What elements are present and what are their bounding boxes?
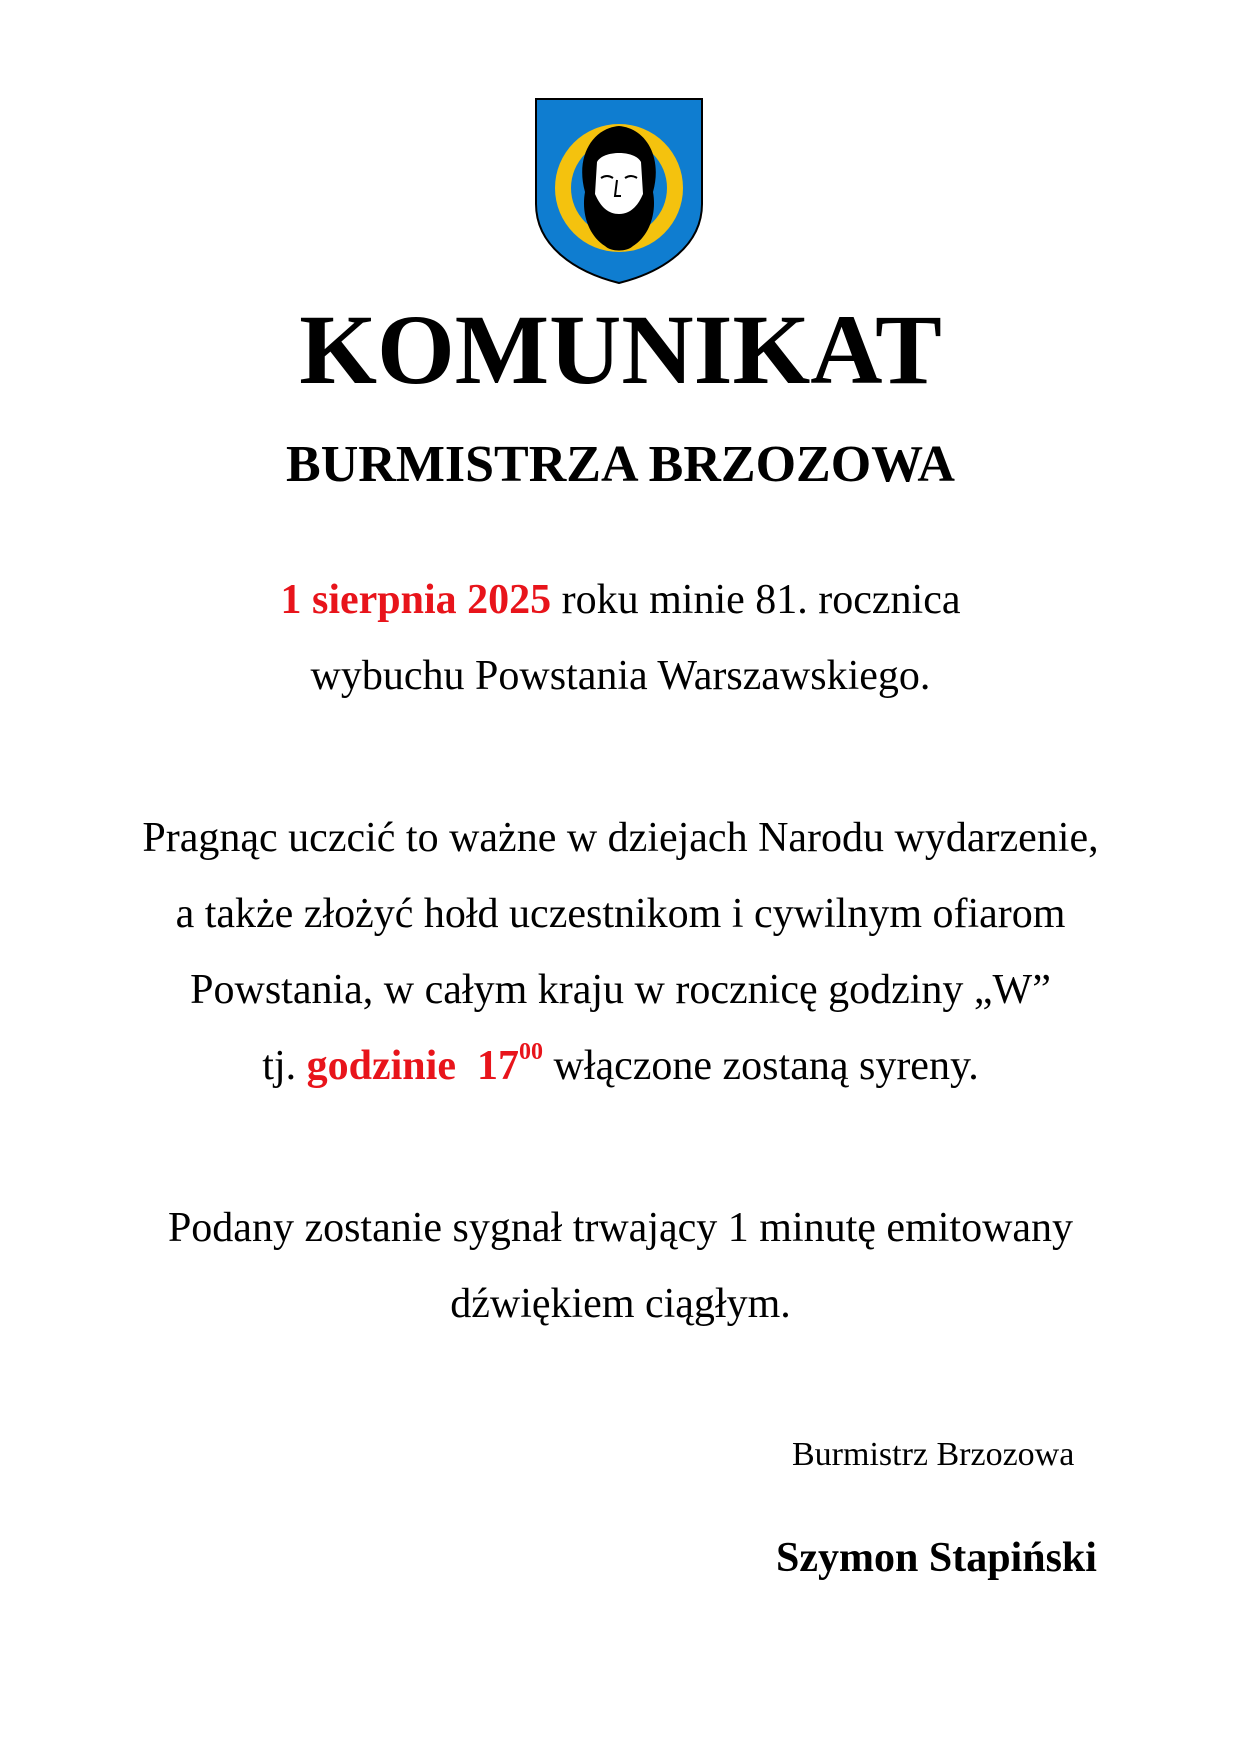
signature-role: Burmistrz Brzozowa [792, 1436, 1075, 1473]
time-highlight-text: godzinie 17 [306, 1043, 519, 1089]
paragraph-2-line-4-text: włączone zostaną syreny. [542, 1043, 979, 1089]
signature-name: Szymon Stapiński [776, 1535, 1097, 1581]
paragraph-1-line-2: wybuchu Powstania Warszawskiego. [310, 653, 931, 699]
paragraph-2-line-4 [0, 1040, 1241, 1098]
date-highlight: 1 sierpnia 2025 [280, 577, 552, 623]
page-title: KOMUNIKAT [299, 294, 942, 405]
paragraph-2-line-3: Powstania, w całym kraju w rocznicę godziny „W” [190, 967, 1051, 1013]
paragraph-2-line-1: Pragnąc uczcić to ważne w dziejach Narodu wydarzenie, [142, 815, 1099, 861]
paragraph-3-line-1: Podany zostanie sygnał trwający 1 minutę emitowany [167, 1205, 1074, 1251]
paragraph-2-line-4-prefix: tj. [262, 1043, 307, 1089]
coat-of-arms-icon [533, 96, 705, 286]
paragraph-1-line-1 [0, 574, 1241, 626]
paragraph-2-line-2: a także złożyć hołd uczestnikom i cywilnym ofiarom [175, 891, 1066, 937]
coat-of-arms [533, 96, 705, 286]
paragraph-1-line-1-text: roku minie 81. rocznica [551, 577, 961, 623]
time-superscript: 00 [518, 1039, 543, 1065]
page-subtitle: BURMISTRZA BRZOZOWA [286, 436, 955, 493]
time-highlight [306, 1039, 543, 1089]
paragraph-3-line-2: dźwiękiem ciągłym. [450, 1281, 791, 1327]
